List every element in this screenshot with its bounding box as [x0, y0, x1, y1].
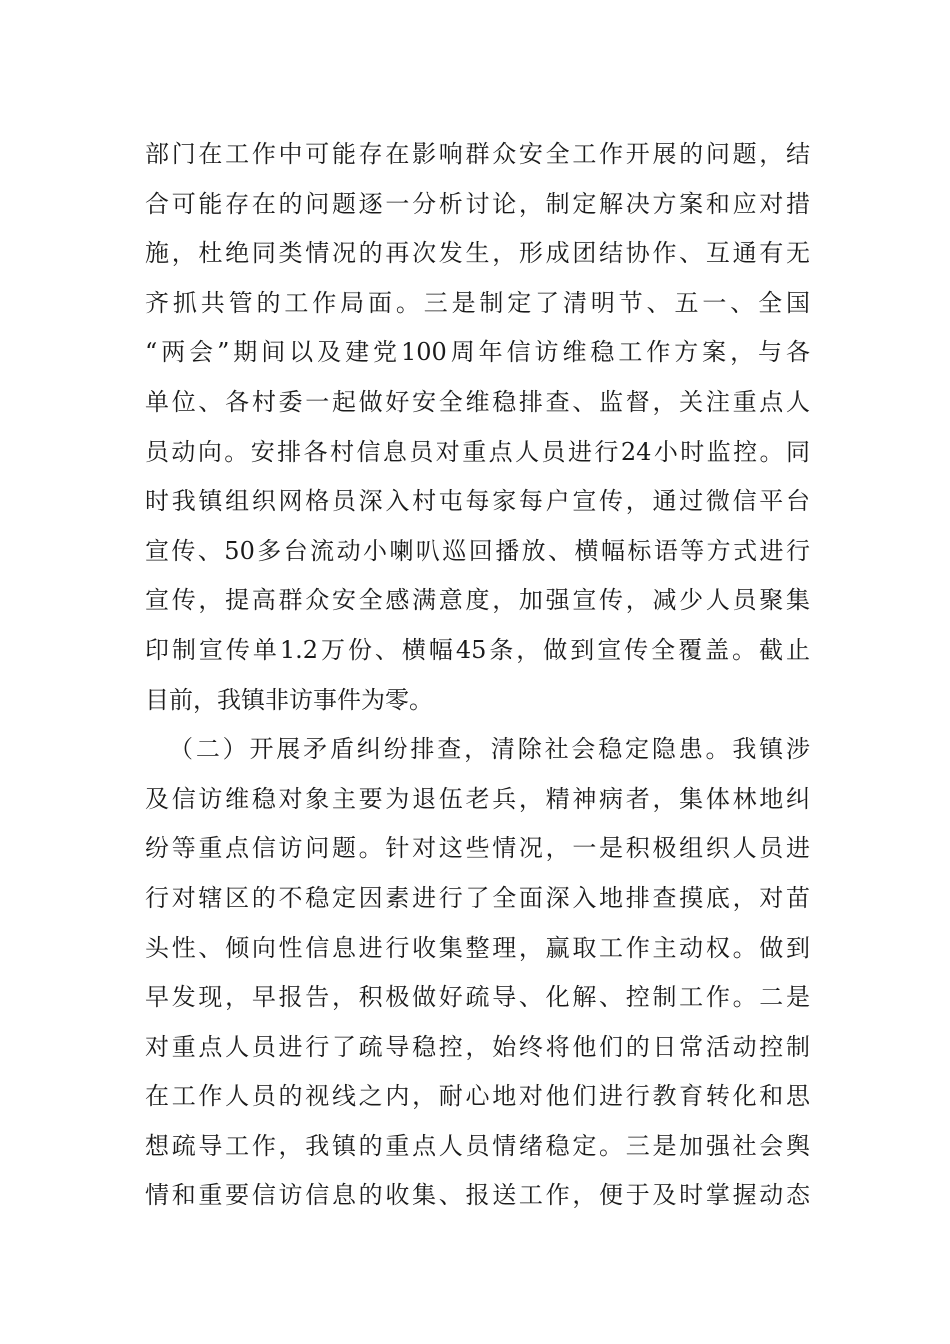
text-line: 纷等重点信访问题。针对这些情况，一是积极组织人员进 [145, 834, 810, 863]
text-line: 宣传、50多台流动小喇叭巡回播放、横幅标语等方式进行 [145, 536, 810, 565]
text-line: 员动向。安排各村信息员对重点人员进行24小时监控。同 [145, 437, 810, 466]
paragraph-1 [145, 130, 810, 725]
text-line: 情和重要信访信息的收集、报送工作，便于及时掌握动态 [145, 1181, 810, 1210]
text-line: 施，杜绝同类情况的再次发生，形成团结协作、互通有无 [145, 239, 810, 268]
text-line: 齐抓共管的工作局面。三是制定了清明节、五一、全国 [145, 288, 810, 317]
text-line: 目前，我镇非访事件为零。 [145, 685, 433, 714]
text-line: “两会”期间以及建党100周年信访维稳工作方案，与各 [145, 338, 810, 367]
text-line: 印制宣传单1.2万份、横幅45条，做到宣传全覆盖。截止 [145, 635, 810, 664]
text-line: 在工作人员的视线之内，耐心地对他们进行教育转化和思 [145, 1082, 810, 1111]
text-line: 行对辖区的不稳定因素进行了全面深入地排查摸底，对苗 [145, 883, 810, 912]
text-line: 想疏导工作，我镇的重点人员情绪稳定。三是加强社会舆 [145, 1131, 810, 1160]
text-line: 及信访维稳对象主要为退伍老兵，精神病者，集体林地纠 [145, 784, 810, 813]
text-line: 单位、各村委一起做好安全维稳排查、监督，关注重点人 [145, 387, 810, 416]
paragraph-2 [145, 725, 810, 1221]
text-line: 部门在工作中可能存在影响群众安全工作开展的问题，结 [145, 140, 810, 168]
text-line: 宣传，提高群众安全感满意度，加强宣传，减少人员聚集 [145, 586, 810, 615]
text-line: 头性、倾向性信息进行收集整理，赢取工作主动权。做到 [145, 933, 810, 962]
text-line: 对重点人员进行了疏导稳控，始终将他们的日常活动控制 [145, 1032, 810, 1061]
document-body [145, 130, 810, 1221]
text-line: 早发现，早报告，积极做好疏导、化解、控制工作。二是 [145, 983, 810, 1012]
text-line: 合可能存在的问题逐一分析讨论，制定解决方案和应对措 [145, 189, 810, 218]
text-line: 时我镇组织网格员深入村屯每家每户宣传，通过微信平台 [145, 487, 810, 516]
text-line: （二）开展矛盾纠纷排查，清除社会稳定隐患。我镇涉 [169, 735, 810, 764]
